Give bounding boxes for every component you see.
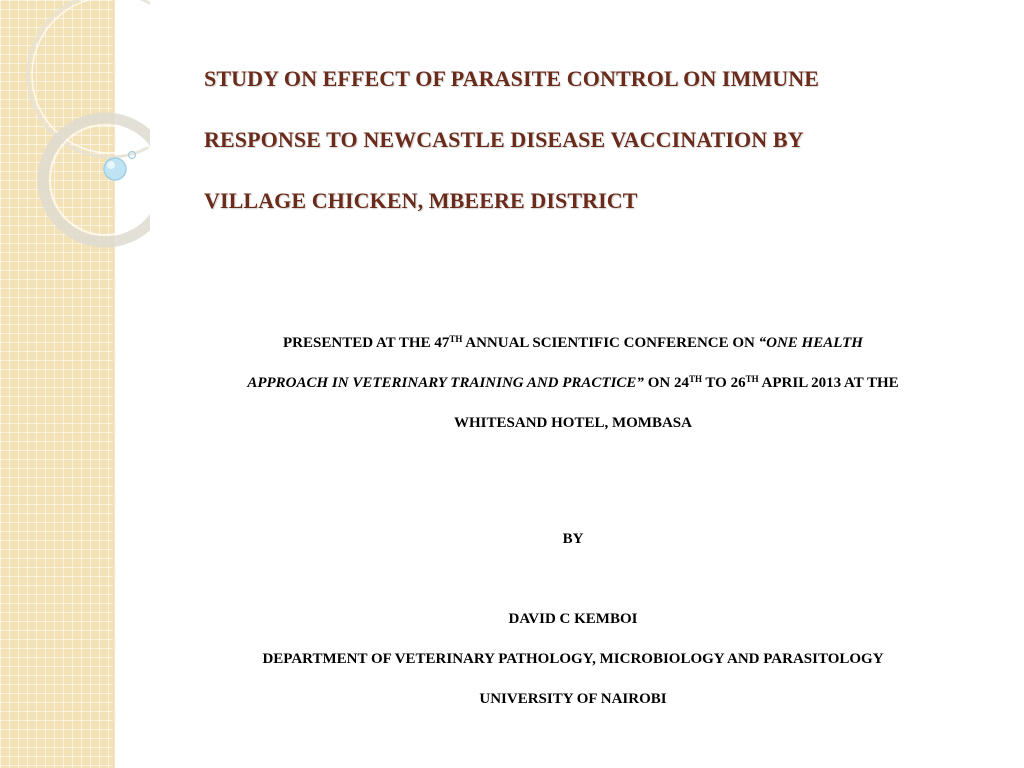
slide-title	[204, 48, 964, 231]
presentation-details	[130, 323, 1016, 443]
title-line-3: VILLAGE CHICKEN, MBEERE DISTRICT	[204, 188, 638, 213]
decorative-rings	[0, 0, 150, 260]
presented-line-1: PRESENTED AT THE 47TH ANNUAL SCIENTIFIC CONFERENCE ON “ONE HEALTH	[283, 334, 863, 351]
presented-line-2: APPROACH IN VETERINARY TRAINING AND PRACTICE” ON 24TH TO 26TH APRIL 2013 AT THE	[247, 374, 899, 391]
by-label: BY	[562, 531, 584, 547]
conference-theme-end: APPROACH IN VETERINARY TRAINING AND PRACTICE”	[247, 375, 644, 391]
author-university: UNIVERSITY OF NAIROBI	[479, 691, 667, 707]
author-department: DEPARTMENT OF VETERINARY PATHOLOGY, MICROBIOLOGY AND PARASITOLOGY	[262, 651, 884, 667]
author-name: DAVID C KEMBOI	[508, 611, 638, 627]
decorative-bubble-large	[104, 158, 126, 180]
conference-theme-start: “ONE HEALTH	[758, 335, 863, 351]
title-line-1: STUDY ON EFFECT OF PARASITE CONTROL ON IMMUNE	[204, 66, 820, 91]
title-line-2: RESPONSE TO NEWCASTLE DISEASE VACCINATION BY	[204, 127, 804, 152]
presented-line-3: WHITESAND HOTEL, MOMBASA	[454, 415, 692, 431]
